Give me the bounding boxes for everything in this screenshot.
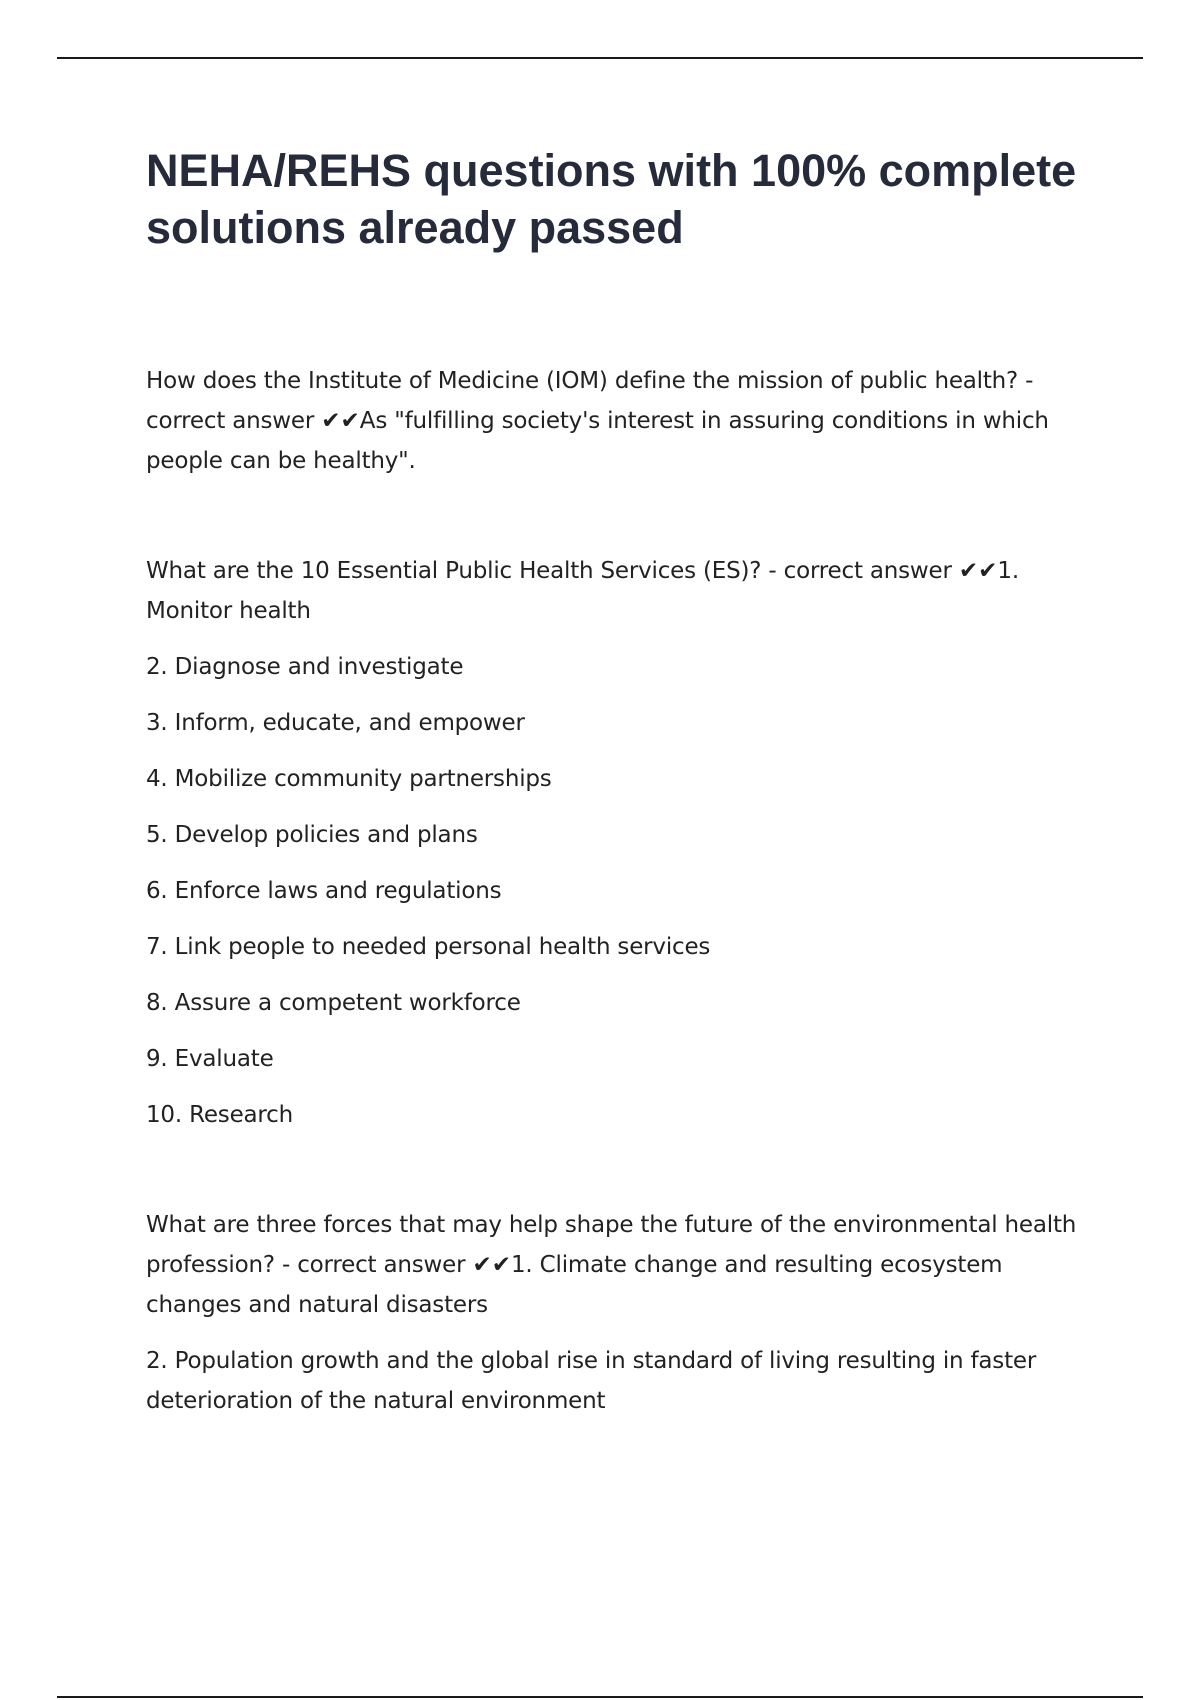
list-item: 10. Research	[146, 1102, 293, 1128]
list-item: 8. Assure a competent workforce	[146, 990, 521, 1016]
qa-2-text	[146, 551, 1096, 631]
top-rule	[57, 57, 1143, 59]
answer-text: 1. Monitor health	[146, 558, 1019, 624]
qa-block-3	[146, 1205, 1096, 1421]
qa-block-1	[146, 361, 1096, 481]
list-item: 9. Evaluate	[146, 1046, 274, 1072]
double-check-icon: ✔✔	[321, 408, 360, 434]
bottom-rule	[57, 1696, 1143, 1698]
question-text: What are three forces that may help shape the future of the environmental health profession? - correct answer	[146, 1212, 1077, 1278]
list-item: 2. Population growth and the global rise in standard of living resulting in faster deterioration of the natural environment	[146, 1348, 1037, 1414]
answer-text: As "fulfilling society's interest in assuring conditions in which people can be healthy".	[146, 408, 1049, 474]
list-item: 6. Enforce laws and regulations	[146, 878, 502, 904]
double-check-icon: ✔✔	[958, 558, 998, 584]
question-text: How does the Institute of Medicine (IOM) define the mission of public health? - correct answer	[146, 368, 1034, 434]
double-check-icon: ✔✔	[472, 1252, 511, 1278]
question-text: What are the 10 Essential Public Health Services (ES)? - correct answer	[146, 558, 952, 584]
list-item: 3. Inform, educate, and empower	[146, 710, 525, 736]
list-item: 7. Link people to needed personal health services	[146, 934, 711, 960]
document-body	[146, 142, 1096, 1421]
list-item: 5. Develop policies and plans	[146, 822, 478, 848]
answer-text: 1. Climate change and resulting ecosystem changes and natural disasters	[146, 1252, 1003, 1318]
qa-3-text	[146, 1205, 1096, 1325]
qa-block-2	[146, 551, 1096, 1135]
list-item: 4. Mobilize community partnerships	[146, 766, 552, 792]
qa-1-text	[146, 361, 1096, 481]
document-title: NEHA/REHS questions with 100% complete solutions already passed	[146, 145, 1077, 253]
list-item: 2. Diagnose and investigate	[146, 654, 464, 680]
